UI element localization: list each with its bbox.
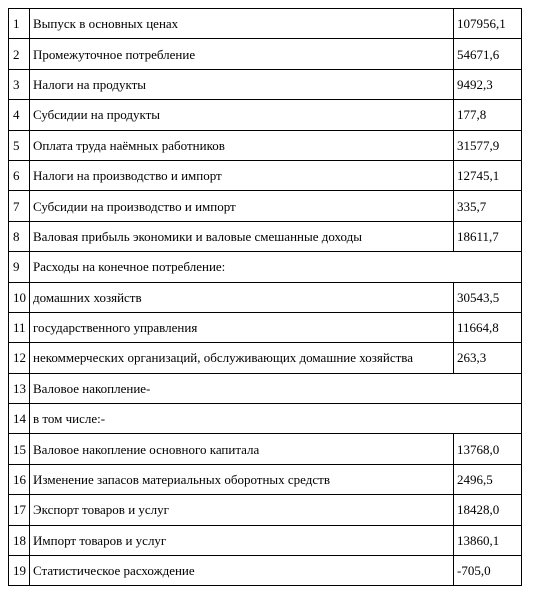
row-number: 1	[9, 9, 30, 39]
table-row	[9, 404, 522, 434]
row-number: 16	[9, 464, 30, 494]
indicator-value: 12745,1	[454, 160, 522, 190]
table-row	[9, 160, 522, 190]
indicator-name: Валовое накопление-	[30, 373, 522, 403]
indicator-value: 18611,7	[454, 221, 522, 251]
indicator-value: 2496,5	[454, 464, 522, 494]
table-row	[9, 39, 522, 69]
table-row	[9, 221, 522, 251]
row-number: 5	[9, 130, 30, 160]
indicator-name: Расходы на конечное потребление:	[30, 252, 522, 282]
table-row	[9, 69, 522, 99]
indicator-value: 11664,8	[454, 312, 522, 342]
row-number: 8	[9, 221, 30, 251]
indicator-value: 31577,9	[454, 130, 522, 160]
row-number: 13	[9, 373, 30, 403]
indicator-name: некоммерческих организаций, обслуживающих домашние хозяйства	[30, 343, 454, 373]
indicator-name: Статистическое расхождение	[30, 556, 454, 586]
row-number: 3	[9, 69, 30, 99]
indicator-name: Импорт товаров и услуг	[30, 525, 454, 555]
row-number: 10	[9, 282, 30, 312]
indicator-name: домашних хозяйств	[30, 282, 454, 312]
indicator-value: 30543,5	[454, 282, 522, 312]
table-row	[9, 191, 522, 221]
indicator-value: 177,8	[454, 100, 522, 130]
indicator-name: Промежуточное потребление	[30, 39, 454, 69]
indicator-name: Субсидии на продукты	[30, 100, 454, 130]
indicator-name: Выпуск в основных ценах	[30, 9, 454, 39]
table-row	[9, 434, 522, 464]
row-number: 19	[9, 556, 30, 586]
table-row	[9, 252, 522, 282]
indicator-name: Валовая прибыль экономики и валовые смешанные доходы	[30, 221, 454, 251]
indicator-value: 13768,0	[454, 434, 522, 464]
table-row	[9, 9, 522, 39]
row-number: 18	[9, 525, 30, 555]
row-number: 11	[9, 312, 30, 342]
table-row	[9, 100, 522, 130]
economic-indicators-table	[8, 8, 522, 586]
row-number: 4	[9, 100, 30, 130]
indicator-value: 18428,0	[454, 495, 522, 525]
table-row	[9, 525, 522, 555]
table-row	[9, 282, 522, 312]
indicator-name: Субсидии на производство и импорт	[30, 191, 454, 221]
indicator-name: Валовое накопление основного капитала	[30, 434, 454, 464]
table-row	[9, 556, 522, 586]
indicator-value: 9492,3	[454, 69, 522, 99]
row-number: 15	[9, 434, 30, 464]
table-row	[9, 373, 522, 403]
indicator-value: 263,3	[454, 343, 522, 373]
table-row	[9, 312, 522, 342]
table-row	[9, 464, 522, 494]
indicator-name: в том числе:-	[30, 404, 522, 434]
table-row	[9, 495, 522, 525]
row-number: 2	[9, 39, 30, 69]
indicator-name: Налоги на производство и импорт	[30, 160, 454, 190]
indicator-name: Экспорт товаров и услуг	[30, 495, 454, 525]
table-row	[9, 343, 522, 373]
table-row	[9, 130, 522, 160]
indicator-value: 13860,1	[454, 525, 522, 555]
indicator-name: Оплата труда наёмных работников	[30, 130, 454, 160]
indicator-name: Налоги на продукты	[30, 69, 454, 99]
row-number: 6	[9, 160, 30, 190]
indicator-value: -705,0	[454, 556, 522, 586]
indicator-value: 335,7	[454, 191, 522, 221]
row-number: 12	[9, 343, 30, 373]
indicator-name: государственного управления	[30, 312, 454, 342]
row-number: 17	[9, 495, 30, 525]
table-body	[9, 9, 522, 586]
indicator-name: Изменение запасов материальных оборотных средств	[30, 464, 454, 494]
row-number: 9	[9, 252, 30, 282]
indicator-value: 107956,1	[454, 9, 522, 39]
indicator-value: 54671,6	[454, 39, 522, 69]
row-number: 14	[9, 404, 30, 434]
row-number: 7	[9, 191, 30, 221]
